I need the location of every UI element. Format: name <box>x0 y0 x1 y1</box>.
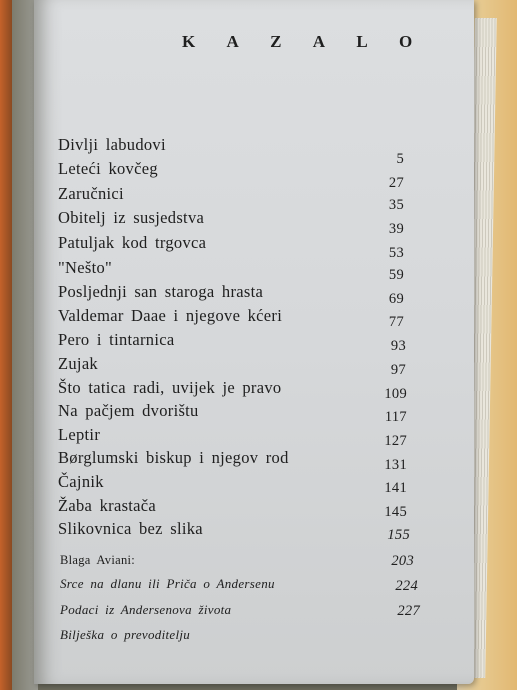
toc-entry-title: Čajnik <box>58 472 104 491</box>
toc-entry-title: Leteći kovčeg <box>58 159 158 178</box>
book-page <box>34 0 474 684</box>
toc-page-number: 53 <box>388 245 404 261</box>
toc-page-number: 145 <box>384 504 407 520</box>
toc-entry-title: Na pačjem dvorištu <box>58 401 199 420</box>
toc-entry-title: Što tatica radi, uvijek je pravo <box>58 378 282 397</box>
toc-entry-title: Obitelj iz susjedstva <box>58 208 205 227</box>
appendix-author: Blaga Aviani: <box>60 553 136 567</box>
appendix-entry-title: Bilješka o prevoditelju <box>60 627 191 642</box>
toc-entry-title: Pero i tintarnica <box>58 330 175 349</box>
toc-entry-title: Žaba krastača <box>58 496 157 515</box>
appendix-page-number: 224 <box>395 578 418 594</box>
toc-entry-title: Slikovnica bez slika <box>58 519 203 538</box>
toc-page-number: 93 <box>390 338 406 354</box>
toc-page-number: 5 <box>396 151 404 167</box>
toc-page-number: 127 <box>384 433 407 449</box>
toc-page-number: 35 <box>388 197 404 213</box>
toc-entry-title: Zujak <box>58 354 98 373</box>
toc-page-number: 131 <box>384 457 407 473</box>
toc-entry-title: Patuljak kod trgovca <box>58 233 207 252</box>
toc-page-number: 27 <box>388 175 404 191</box>
appendix-page-number: 203 <box>391 553 414 569</box>
toc-page-number: 109 <box>384 386 407 402</box>
appendix-page-number: 227 <box>397 603 420 619</box>
toc-page-number: 69 <box>388 291 404 307</box>
toc-page-number: 59 <box>388 267 404 283</box>
toc-entry-title: Posljednji san staroga hrasta <box>58 282 264 301</box>
toc-page-number: 155 <box>387 527 410 543</box>
toc-page-number: 39 <box>388 221 404 237</box>
toc-page-number: 97 <box>390 362 406 378</box>
appendix-entry-title: Srce na dlanu ili Priča o Andersenu <box>60 576 275 591</box>
toc-entry-title: Divlji labudovi <box>58 135 166 154</box>
toc-entry-title: Valdemar Daae i njegove kćeri <box>58 306 283 325</box>
toc-entry-title: Børglumski biskup i njegov rod <box>58 448 289 467</box>
appendix-entry-title: Podaci iz Andersenova života <box>60 602 232 617</box>
page-title: K A Z A L O <box>182 32 427 51</box>
book-cover-left <box>0 0 12 690</box>
toc-entry-title: Leptir <box>58 425 101 444</box>
toc-page-number: 117 <box>384 409 407 425</box>
toc-entry-title: Zaručnici <box>58 184 124 203</box>
toc-page-number: 77 <box>388 314 404 330</box>
toc-entry-title: "Nešto" <box>58 258 113 277</box>
toc-page-number: 141 <box>384 480 407 496</box>
